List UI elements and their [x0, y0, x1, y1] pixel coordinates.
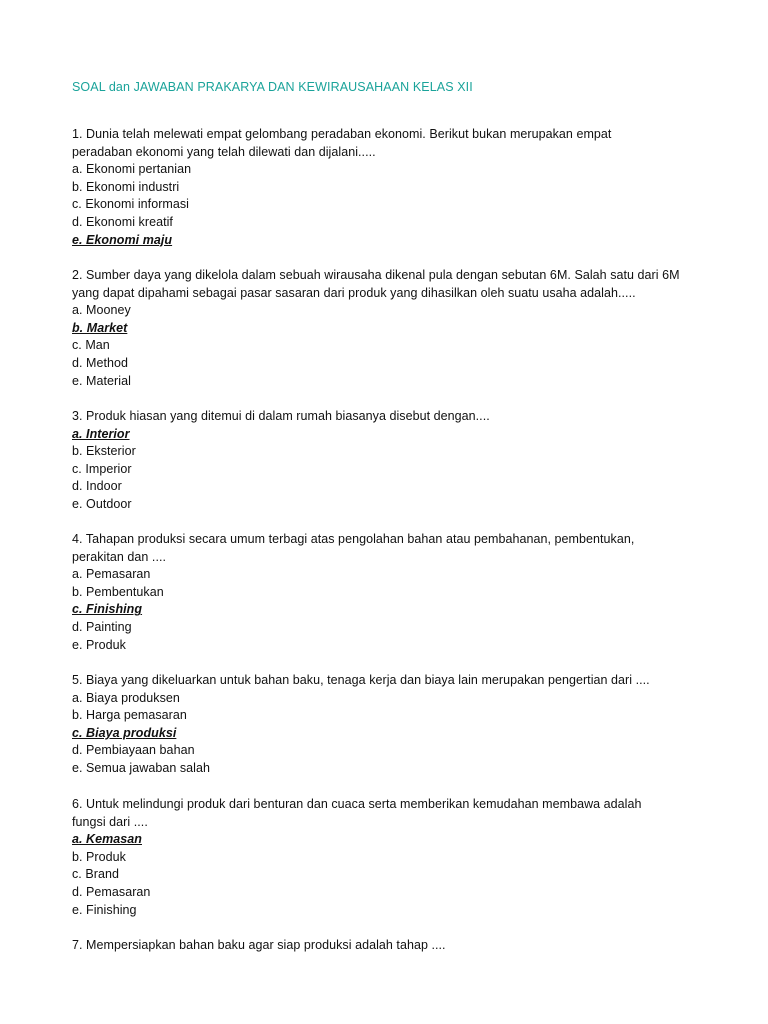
answer-option: d. Method — [72, 355, 129, 370]
question-2 — [72, 267, 712, 390]
question-1 — [72, 126, 712, 249]
question-6 — [72, 796, 712, 919]
answer-option: d. Indoor — [72, 479, 122, 494]
question-text: 3. Produk hiasan yang ditemui di dalam rumah biasanya disebut dengan.... — [72, 409, 490, 423]
answer-option-correct: c. Biaya produksi — [72, 725, 177, 740]
question-text: fungsi dari .... — [72, 814, 148, 829]
answer-option: d. Ekonomi kreatif — [72, 214, 173, 229]
answer-option-correct: a. Kemasan — [72, 832, 142, 847]
answer-option: b. Ekonomi industri — [72, 179, 180, 194]
answer-option: c. Man — [72, 338, 110, 353]
answer-option: d. Pembiayaan bahan — [72, 743, 195, 758]
question-text: yang dapat dipahami sebagai pasar sasaran dari produk yang dihasilkan oleh suatu usaha adalah..... — [72, 285, 636, 300]
answer-option-correct: c. Finishing — [72, 602, 143, 617]
question-text: 5. Biaya yang dikeluarkan untuk bahan baku, tenaga kerja dan biaya lain merupakan pengertian dari .... — [72, 673, 650, 687]
answer-option: e. Finishing — [72, 902, 137, 917]
question-text: 1. Dunia telah melewati empat gelombang peradaban ekonomi. Berikut bukan merupakan empat — [72, 127, 612, 141]
question-text: 4. Tahapan produksi secara umum terbagi atas pengolahan bahan atau pembahanan, pembentukan, — [72, 532, 635, 546]
answer-option: a. Mooney — [72, 303, 131, 318]
answer-option: a. Pemasaran — [72, 567, 151, 582]
question-text: perakitan dan .... — [72, 549, 167, 564]
question-text: peradaban ekonomi yang telah dilewati dan dijalani..... — [72, 144, 376, 159]
answer-option: b. Harga pemasaran — [72, 708, 187, 723]
answer-option: e. Outdoor — [72, 496, 132, 511]
answer-option: c. Ekonomi informasi — [72, 197, 190, 212]
answer-option: e. Produk — [72, 637, 126, 652]
answer-option: e. Material — [72, 373, 131, 388]
answer-option: b. Eksterior — [72, 444, 136, 459]
answer-option: d. Pemasaran — [72, 884, 151, 899]
answer-option: c. Imperior — [72, 461, 132, 476]
question-text: 7. Mempersiapkan bahan baku agar siap produksi adalah tahap .... — [72, 938, 446, 952]
answer-option-correct: b. Market — [72, 320, 128, 335]
answer-option: b. Pembentukan — [72, 584, 164, 599]
answer-option: a. Ekonomi pertanian — [72, 162, 192, 177]
question-3 — [72, 408, 712, 514]
question-5 — [72, 672, 712, 778]
question-7 — [72, 937, 712, 955]
document-title: SOAL dan JAWABAN PRAKARYA DAN KEWIRAUSAHAAN KELAS XII — [72, 80, 473, 94]
question-4 — [72, 531, 712, 654]
answer-option: a. Biaya produksen — [72, 690, 180, 705]
answer-option: b. Produk — [72, 849, 126, 864]
answer-option-correct: a. Interior — [72, 426, 130, 441]
answer-option: c. Brand — [72, 867, 119, 882]
question-text: 6. Untuk melindungi produk dari benturan dan cuaca serta memberikan kemudahan membawa adalah — [72, 797, 642, 811]
answer-option: d. Painting — [72, 619, 132, 634]
question-text: 2. Sumber daya yang dikelola dalam sebuah wirausaha dikenal pula dengan sebutan 6M. Salah satu dari 6M — [72, 268, 680, 282]
answer-option-correct: e. Ekonomi maju — [72, 232, 173, 247]
answer-option: e. Semua jawaban salah — [72, 760, 210, 775]
